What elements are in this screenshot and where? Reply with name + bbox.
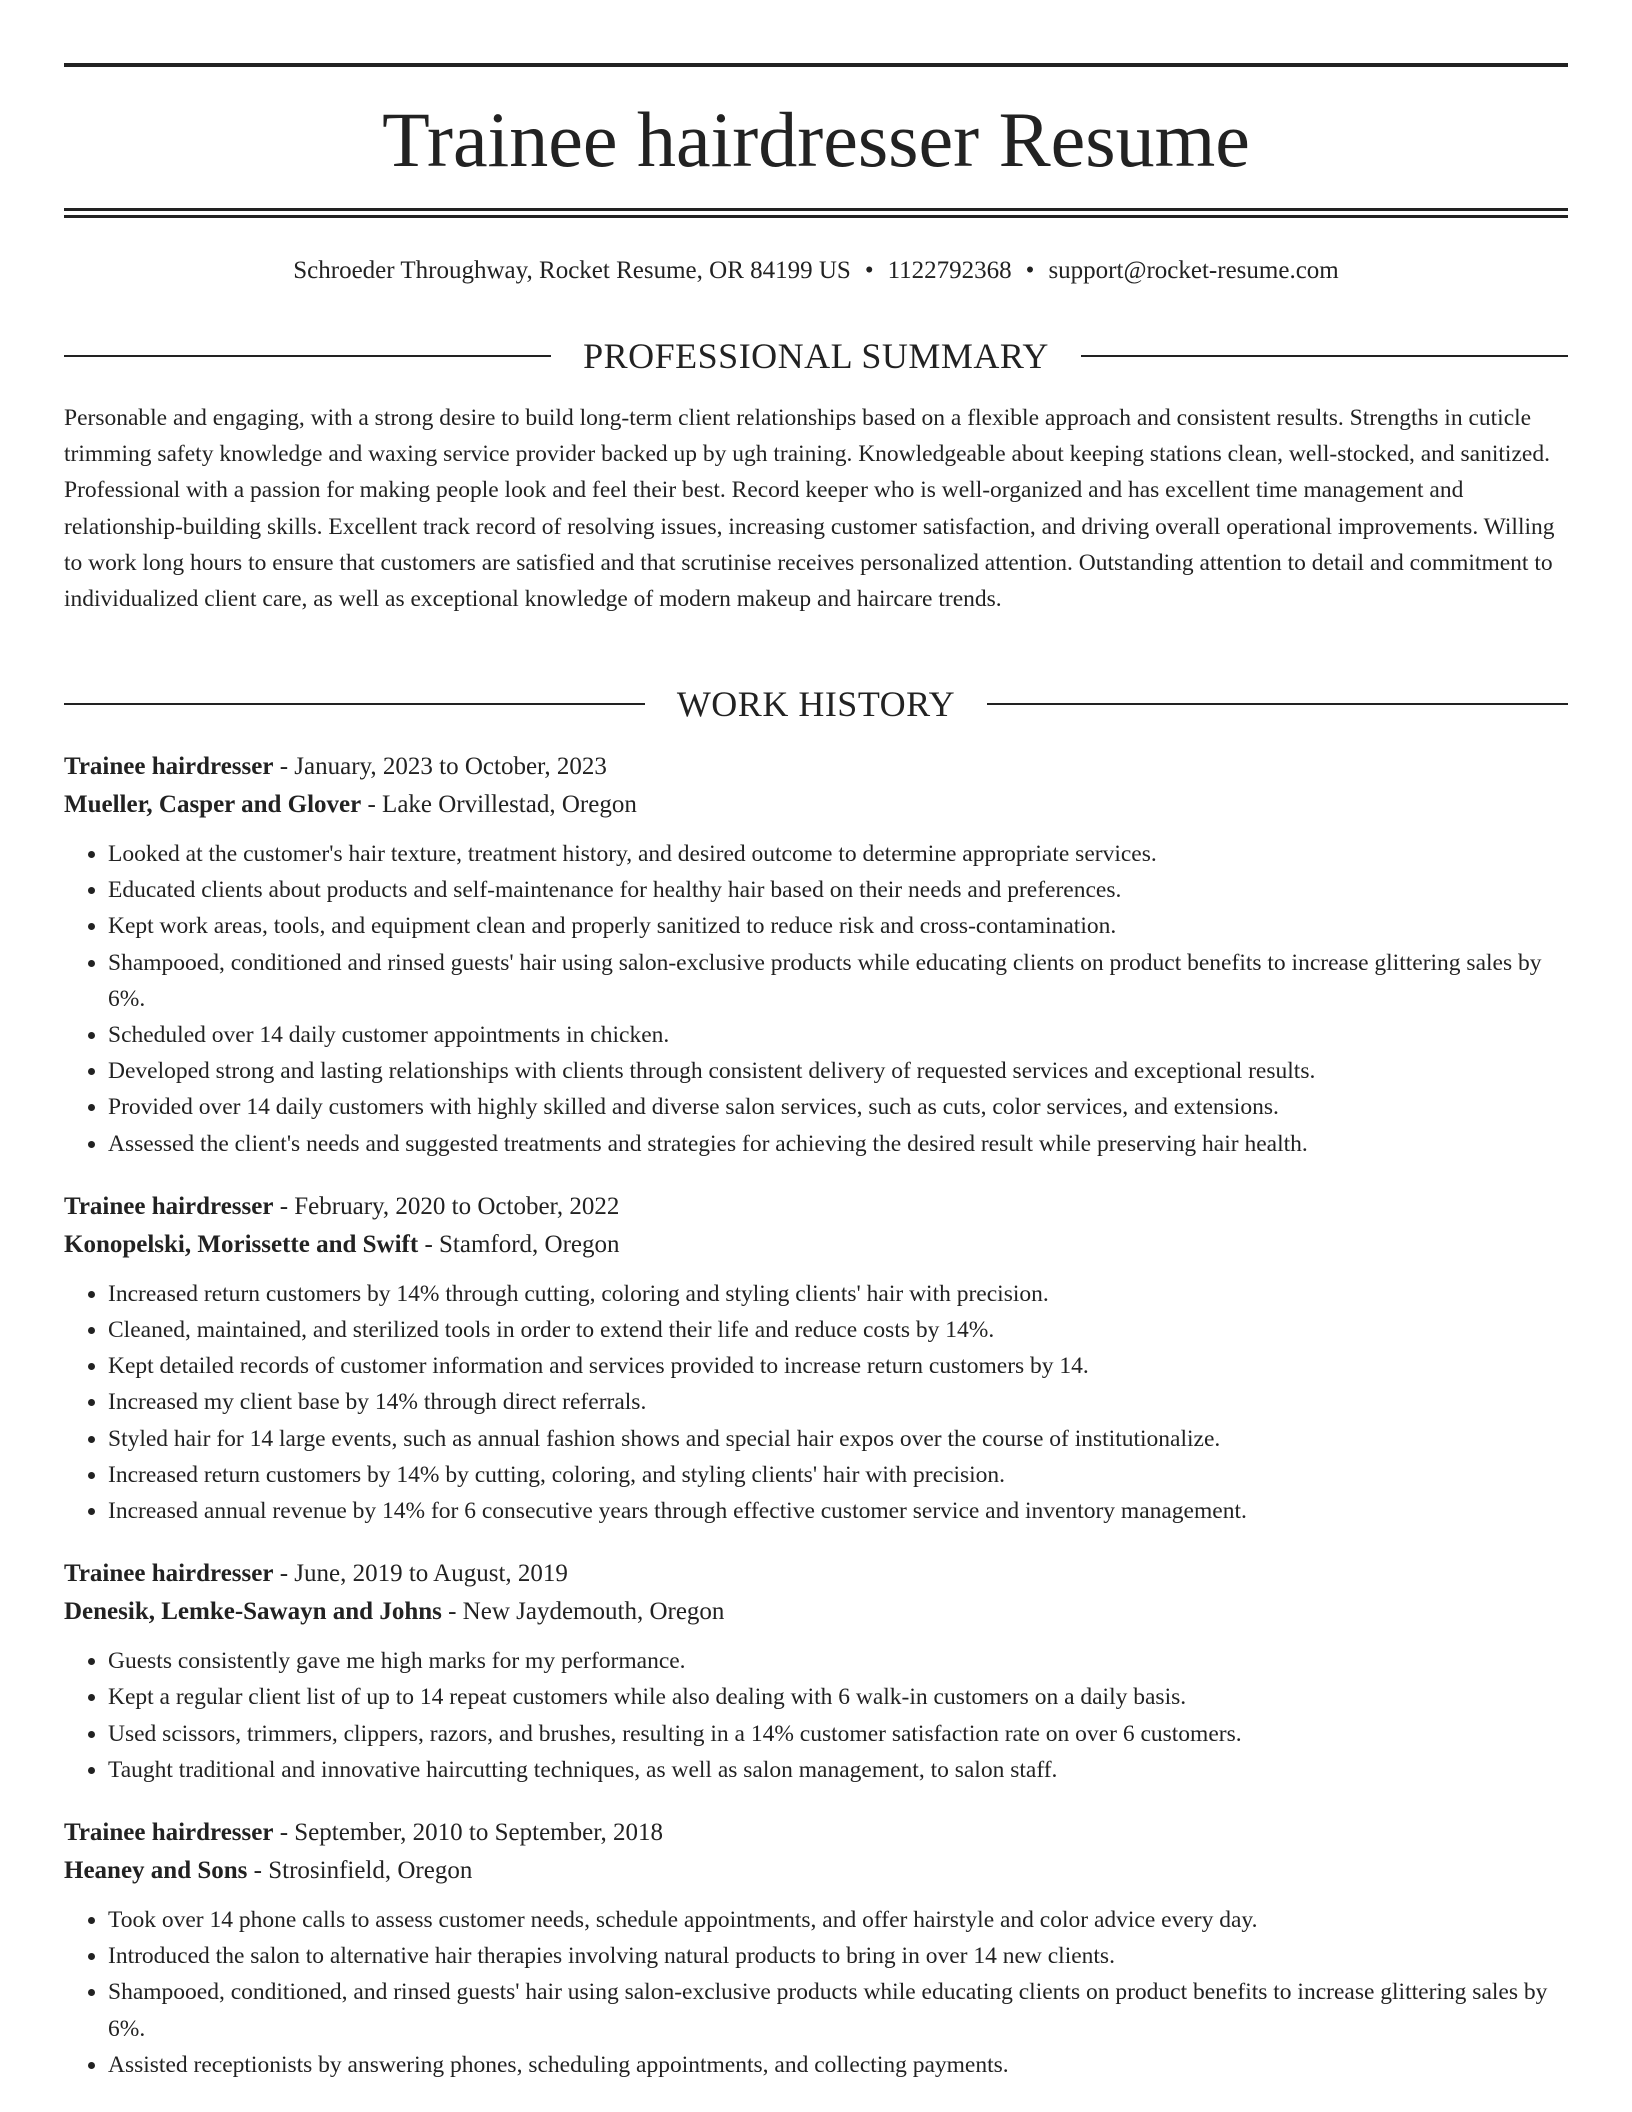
- job-entry: [64, 1814, 1568, 2083]
- job-dates: - January, 2023 to October, 2023: [273, 753, 607, 780]
- job-bullet: • Educated clients about products and self-maintenance for healthy hair based on their needs and preferences.: [108, 872, 1568, 908]
- job-bullet: • Developed strong and lasting relationships with clients through consistent delivery of requested services and exceptional results.: [108, 1053, 1568, 1089]
- job-bullet: • Increased return customers by 14% by cutting, coloring, and styling clients' hair with precision.: [108, 1457, 1568, 1493]
- work-history-heading-label: WORK HISTORY: [676, 684, 956, 724]
- contact-email: support@rocket-resume.com: [1048, 257, 1339, 284]
- job-bullet: • Took over 14 phone calls to assess customer needs, schedule appointments, and offer hairstyle and color advice every day.: [108, 1902, 1568, 1938]
- summary-heading-label: PROFESSIONAL SUMMARY: [583, 336, 1049, 376]
- job-role-line: [64, 748, 1568, 786]
- job-role: Trainee hairdresser: [64, 1819, 274, 1847]
- job-bullet: • Scheduled over 14 daily customer appointments in chicken.: [108, 1017, 1568, 1053]
- contact-separator: •: [864, 257, 874, 284]
- job-role-line: [64, 1814, 1568, 1852]
- job-dates: - June, 2019 to August, 2019: [273, 1560, 568, 1588]
- job-role: Trainee hairdresser: [64, 1560, 274, 1588]
- job-role: Trainee hairdresser: [64, 1192, 274, 1220]
- job-role: Trainee hairdresser: [64, 753, 274, 780]
- job-bullet: • Taught traditional and innovative haircutting techniques, as well as salon management, to salon staff.: [108, 1752, 1568, 1788]
- job-bullet-list: [64, 1902, 1568, 2083]
- job-bullet-list: [64, 836, 1568, 1162]
- heading-rule-right: [1081, 355, 1568, 357]
- job-bullet: • Assessed the client's needs and suggested treatments and strategies for achieving the desired result while preserving hair health.: [108, 1126, 1568, 1162]
- job-bullet: • Increased return customers by 14% through cutting, coloring and styling clients' hair with precision.: [108, 1276, 1568, 1312]
- job-bullet: • Kept detailed records of customer information and services provided to increase return customers by 14.: [108, 1348, 1568, 1384]
- work-history-heading: [64, 682, 1568, 726]
- job-bullet: • Assisted receptionists by answering phones, scheduling appointments, and collecting payments.: [108, 2047, 1568, 2083]
- job-dates: - February, 2020 to October, 2022: [273, 1192, 620, 1220]
- job-bullet: • Used scissors, trimmers, clippers, razors, and brushes, resulting in a 14% customer satisfaction rate on over 6 customers.: [108, 1716, 1568, 1752]
- job-company-line: [64, 786, 1568, 824]
- job-role-line: [64, 1555, 1568, 1593]
- job-bullet: • Increased my client base by 14% through direct referrals.: [108, 1384, 1568, 1420]
- job-dates: - September, 2010 to September, 2018: [273, 1819, 664, 1847]
- job-entry: [64, 1188, 1568, 1529]
- job-bullet-list: [64, 1276, 1568, 1529]
- job-company-line: [64, 1226, 1568, 1264]
- work-history-list: [64, 748, 1568, 2109]
- job-bullet: • Shampooed, conditioned, and rinsed guests' hair using salon-exclusive products while educating clients on product benefits to increase glittering sales by 6%.: [108, 1974, 1568, 2046]
- job-bullet: • Cleaned, maintained, and sterilized tools in order to extend their life and reduce costs by 14%.: [108, 1312, 1568, 1348]
- summary-text: Personable and engaging, with a strong desire to build long-term client relationships based on a flexible approach and consistent results. Strengths in cuticle trimming safety knowledge and waxing service provider backed up by ugh training. Knowledgeable about keeping stations clean, well-stocked, and sanitized. Professional with a passion for making people look and feel their best. Record keeper who is well-organized and has excellent time management and relationship-building skills. Excellent track record of resolving issues, increasing customer satisfaction, and driving overall operational improvements. Willing to work long hours to ensure that customers are satisfied and that scrutinise receives personalized attention. Outstanding attention to detail and commitment to individualized client care, as well as exceptional knowledge of modern makeup and haircare trends.: [64, 405, 1555, 613]
- job-company: Konopelski, Morissette and Swift: [64, 1230, 419, 1258]
- job-company: Mueller, Casper and Glover: [64, 791, 362, 818]
- job-bullet: • Kept work areas, tools, and equipment clean and properly sanitized to reduce risk and cross-contamination.: [108, 908, 1568, 944]
- contact-address: Schroeder Throughway, Rocket Resume, OR 84199 US: [293, 257, 851, 284]
- contact-phone: 1122792368: [887, 257, 1012, 284]
- job-bullet: • Styled hair for 14 large events, such as annual fashion shows and special hair expos over the course of institutionalize.: [108, 1421, 1568, 1457]
- job-bullet: • Guests consistently gave me high marks for my performance.: [108, 1643, 1568, 1679]
- job-entry: [64, 1555, 1568, 1788]
- heading-rule-left: [64, 355, 551, 357]
- contact-separator: •: [1025, 257, 1035, 284]
- job-location: - Stamford, Oregon: [418, 1230, 620, 1258]
- job-company-line: [64, 1593, 1568, 1631]
- job-location: - Strosinfield, Oregon: [247, 1857, 473, 1885]
- heading-rule-left: [64, 703, 645, 705]
- job-bullet: • Kept a regular client list of up to 14 repeat customers while also dealing with 6 walk-in customers on a daily basis.: [108, 1679, 1568, 1715]
- job-role-line: [64, 1188, 1568, 1226]
- heading-rule-right: [987, 703, 1568, 705]
- job-company: Heaney and Sons: [64, 1857, 248, 1885]
- resume-title: Trainee hairdresser Resume: [382, 96, 1250, 183]
- job-location: - Lake Orvillestad, Oregon: [361, 791, 637, 818]
- job-bullet: • Provided over 14 daily customers with highly skilled and diverse salon services, such as cuts, color services, and extensions.: [108, 1089, 1568, 1125]
- job-entry: [64, 748, 1568, 1162]
- job-company-line: [64, 1852, 1568, 1890]
- job-bullet: • Looked at the customer's hair texture, treatment history, and desired outcome to determine appropriate services.: [108, 836, 1568, 872]
- job-bullet: • Introduced the salon to alternative hair therapies involving natural products to bring in over 14 new clients.: [108, 1938, 1568, 1974]
- job-bullet: • Increased annual revenue by 14% for 6 consecutive years through effective customer service and inventory management.: [108, 1493, 1568, 1529]
- job-bullet-list: [64, 1643, 1568, 1788]
- job-location: - New Jaydemouth, Oregon: [441, 1598, 725, 1626]
- title-rule-bottom: [64, 208, 1568, 218]
- contact-line: [64, 254, 1568, 288]
- job-company: Denesik, Lemke-Sawayn and Johns: [64, 1598, 442, 1626]
- job-bullet: • Shampooed, conditioned and rinsed guests' hair using salon-exclusive products while educating clients on product benefits to increase glittering sales by 6%.: [108, 945, 1568, 1017]
- summary-heading: [64, 334, 1568, 378]
- title-rule-top: [64, 63, 1568, 67]
